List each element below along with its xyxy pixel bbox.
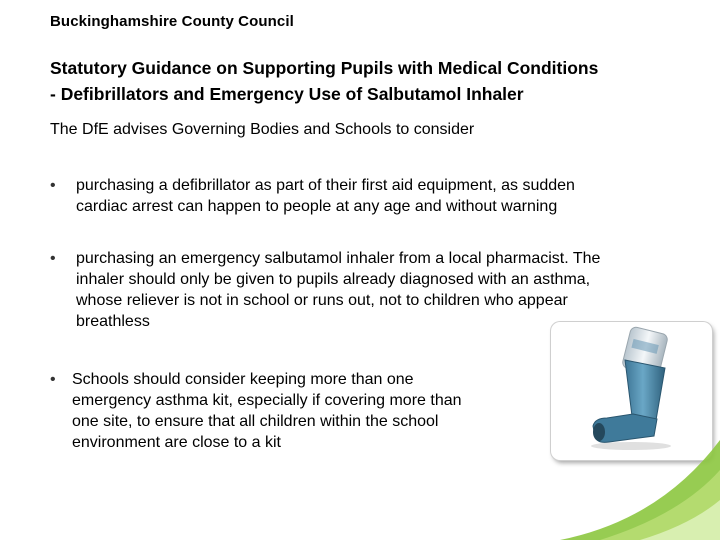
bullet-marker: • (50, 250, 56, 267)
title-line-2: - Defibrillators and Emergency Use of Salbutamol Inhaler (50, 84, 524, 104)
bullet-line: cardiac arrest can happen to people at any age and without warning (76, 198, 558, 215)
bullet-text (76, 175, 666, 217)
bullet-line: one site, to ensure that all children within the school (72, 413, 439, 430)
inhaler-photo (551, 322, 712, 460)
bullet-line: purchasing an emergency salbutamol inhaler from a local pharmacist. The (76, 250, 601, 267)
bullet-text (76, 248, 676, 332)
bullet-line: environment are close to a kit (72, 434, 281, 451)
intro-text: The DfE advises Governing Bodies and Schools to consider (50, 121, 475, 138)
bullet-marker: • (50, 371, 56, 388)
bullet-line: Schools should consider keeping more than one (72, 371, 414, 388)
bullet-line: breathless (76, 313, 150, 330)
title-line-1: Statutory Guidance on Supporting Pupils with Medical Conditions (50, 58, 599, 78)
organisation-name: Buckinghamshire County Council (50, 13, 294, 30)
bullet-marker: • (50, 177, 56, 194)
bullet-line: emergency asthma kit, especially if covering more than (72, 392, 462, 409)
bullet-text (72, 369, 522, 453)
bullet-line: purchasing a defibrillator as part of their first aid equipment, as sudden (76, 177, 575, 194)
inhaler-icon (551, 322, 712, 460)
bullet-line: whose reliever is not in school or runs out, not to children who appear (76, 292, 568, 309)
slide-title (50, 55, 710, 107)
bullet-line: inhaler should only be given to pupils already diagnosed with an asthma, (76, 271, 591, 288)
